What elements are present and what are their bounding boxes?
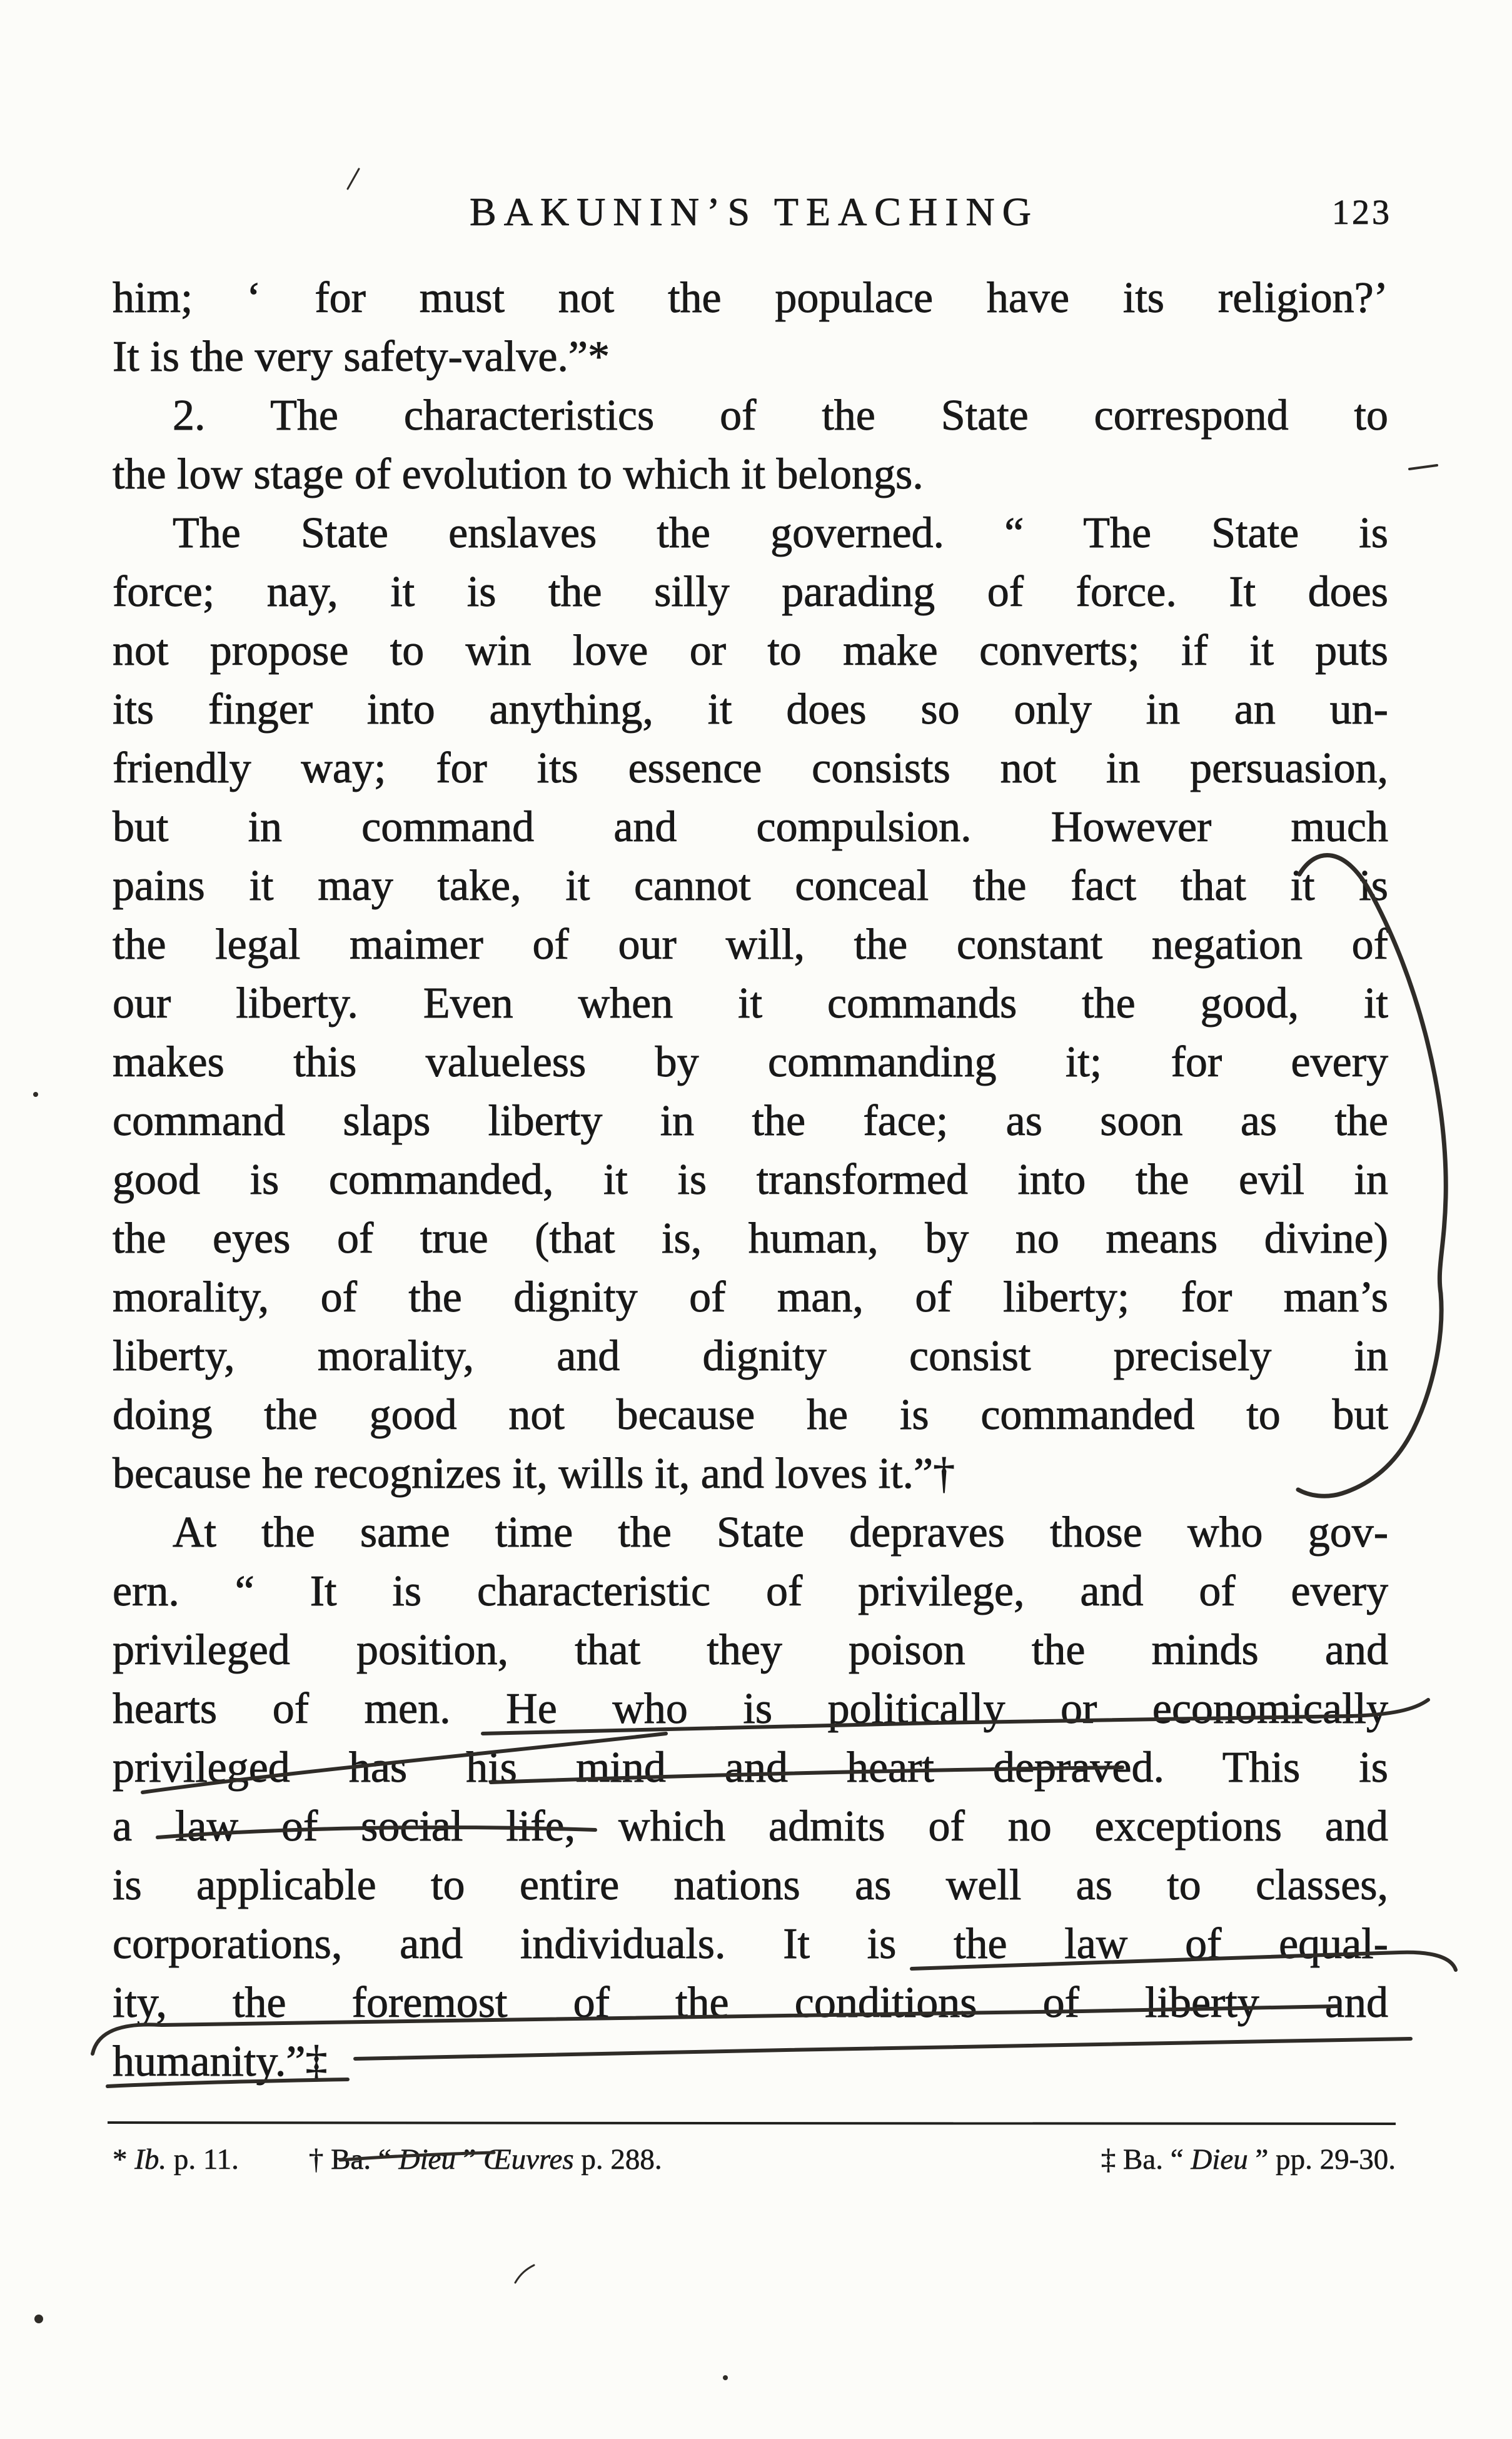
text-line: doing the good not because he is commanded to but <box>113 1391 1388 1439</box>
text-line: our liberty. Even when it commands the good, it <box>113 979 1388 1028</box>
stray-dot-left-annotation <box>33 1092 38 1097</box>
text-line: but in command and compulsion. However much <box>113 803 1388 851</box>
text-line: is applicable to entire nations as well as to classes, <box>113 1861 1388 1909</box>
text-line: not propose to win love or to make converts; if it puts <box>113 627 1388 675</box>
text-line: the legal maimer of our will, the constant negation of <box>113 921 1388 969</box>
stray-tick-top-annotation <box>348 169 359 189</box>
text-line: At the same time the State depraves those who gov- <box>173 1508 1388 1557</box>
footnote-text: p. 288. <box>573 2143 662 2176</box>
paragraph <box>113 269 1388 386</box>
text-line: pains it may take, it cannot conceal the fact that it is <box>113 862 1388 910</box>
text-line: privileged has his mind and heart depraved. This is <box>113 1744 1388 1792</box>
footnote-italic-text: Dieu <box>398 2143 456 2176</box>
footnote-italic-text: Œuvres <box>483 2143 574 2176</box>
body-text <box>113 269 1388 2091</box>
text-line: force; nay, it is the silly parading of force. It does <box>113 568 1388 616</box>
footnote-text: † Ba. “ <box>308 2143 399 2176</box>
stray-dash-right-margin-annotation <box>1409 465 1437 469</box>
footnote <box>1101 2141 1396 2178</box>
text-line: good is commanded, it is transformed into the evil in <box>113 1156 1388 1204</box>
text-line: the low stage of evolution to which it belongs. <box>113 450 924 498</box>
footnote <box>113 2141 239 2178</box>
footnote-text: ” <box>455 2143 484 2176</box>
text-line: because he recognizes it, wills it, and loves it.”† <box>113 1450 955 1498</box>
page-title: BAKUNIN’S TEACHING <box>470 189 1039 234</box>
text-line: privileged position, that they poison the minds and <box>113 1626 1388 1674</box>
footnote-italic-text: Ib. <box>134 2143 167 2176</box>
text-line: him; ‘ for must not the populace have its religion?’ <box>113 274 1388 322</box>
page-header <box>113 189 1396 235</box>
text-line: friendly way; for its essence consists not in persuasion, <box>113 744 1388 792</box>
text-line: command slaps liberty in the face; as soon as the <box>113 1097 1388 1145</box>
footnote-italic-text: Dieu <box>1191 2143 1248 2176</box>
text-line: The State enslaves the governed. “ The State is <box>173 509 1388 557</box>
paragraph <box>113 504 1388 1503</box>
paragraph <box>113 386 1388 504</box>
footnote-text: p. 11. <box>166 2143 239 2176</box>
text-line: makes this valueless by commanding it; for every <box>113 1038 1388 1086</box>
footnote <box>309 2141 662 2178</box>
text-line: It is the very safety-valve.”* <box>113 333 610 381</box>
text-line: corporations, and individuals. It is the law of equal- <box>113 1920 1388 1968</box>
stray-dot-bottom-center-annotation <box>723 2375 728 2380</box>
text-line: 2. The characteristics of the State correspond to <box>173 391 1388 440</box>
paragraph <box>113 1503 1388 2091</box>
text-line: hearts of men. He who is politically or economically <box>113 1685 1388 1733</box>
text-line: morality, of the dignity of man, of liberty; for man’s <box>113 1273 1388 1321</box>
footnote-text: ‡ Ba. “ <box>1101 2143 1191 2176</box>
footnote-text: * <box>113 2143 135 2176</box>
text-line: liberty, morality, and dignity consist precisely in <box>113 1332 1388 1380</box>
stray-dot-bottom-left-annotation <box>34 2315 43 2323</box>
footnotes <box>113 2141 1396 2178</box>
stray-tick-bottom-annotation <box>515 2265 534 2283</box>
text-line: ern. “ It is characteristic of privilege, and of every <box>113 1567 1388 1615</box>
text-line: its finger into anything, it does so only in an un- <box>113 685 1388 734</box>
page-number: 123 <box>1332 193 1392 232</box>
footnote-rule <box>108 2123 1396 2124</box>
text-line: humanity.”‡ <box>113 2038 328 2086</box>
text-line: ity, the foremost of the conditions of liberty and <box>113 1979 1388 2027</box>
text-line: a law of social life, which admits of no exceptions and <box>113 1802 1388 1851</box>
footnote-text: ” pp. 29-30. <box>1247 2143 1396 2176</box>
text-line: the eyes of true (that is, human, by no means divine) <box>113 1214 1388 1263</box>
